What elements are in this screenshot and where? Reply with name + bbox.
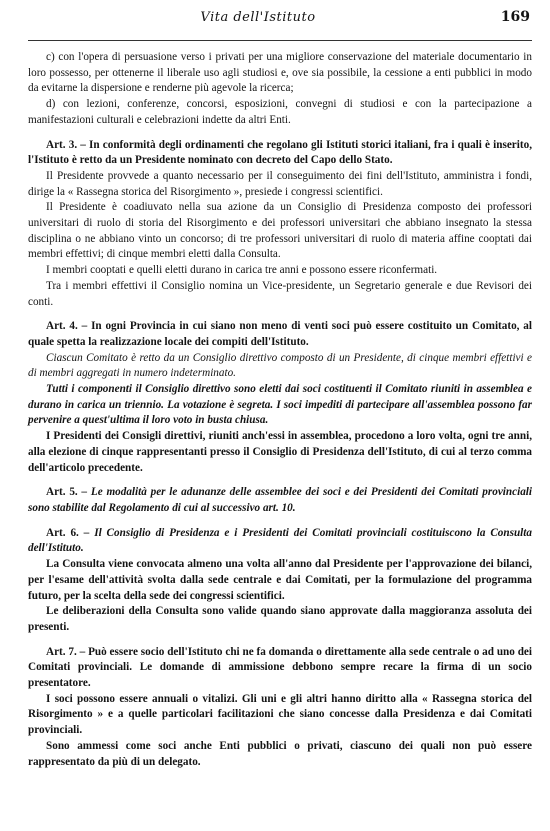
- article-7-paragraph-2: I soci possono essere annuali o vitalizi. Gli uni e gli altri hanno diritto alla « Rassegna storica del Risorgimento » e a quelle particolari facilitazioni che siano concesse dalla Presidenza e dai Comitati provinciali.: [28, 692, 532, 737]
- article-3-text: – In conformità degli ordinamenti che regolano gli Istituti storici italiani, fra i quali è inserito, l'Istituto è retto da un Presidente nominato con decreto del Capo dello Stato.: [28, 138, 532, 167]
- paragraph-d: d) con lezioni, conferenze, concorsi, esposizioni, convegni di studiosi e con la partecipazione a manifestazioni culturali e celebrazioni indette da altri Enti.: [28, 98, 532, 126]
- article-3: [28, 138, 532, 311]
- article-4-paragraph-2: Ciascun Comitato è retto da un Consiglio direttivo composto di un Presidente, di cinque membri effettivi e di membri aggregati in numero indeterminato.: [28, 351, 532, 380]
- article-6: [28, 526, 532, 636]
- article-3-paragraph-5: Tra i membri effettivi il Consiglio nomina un Vice-presidente, un Segretario generale e due Revisori dei conti.: [28, 279, 532, 308]
- article-4-paragraph-3: Tutti i componenti il Consiglio direttivo sono eletti dai soci costituenti il Comitato riuniti in assemblea e durano in carica un triennio. La votazione è segreta. I soci impediti di partecipare all'assemblea possono far pervenire a quest'ultima il loro voto in busta chiusa.: [28, 383, 532, 427]
- article-3-paragraph-2: Il Presidente provvede a quanto necessario per il conseguimento dei fini dell'Istituto, amministra i fondi, dirige la « Rassegna storica del Risorgimento », presiede i congressi scientifici.: [28, 169, 532, 198]
- article-7-label: Art. 7.: [46, 645, 77, 658]
- article-7: [28, 645, 532, 771]
- header-rule: [28, 40, 532, 41]
- article-3-paragraph-4: I membri cooptati e quelli eletti durano in carica tre anni e possono essere riconfermati.: [46, 264, 438, 277]
- article-7-text: – Può essere socio dell'Istituto chi ne fa domanda o direttamente alla sede centrale o ad uno dei Comitati provinciali. Le domande di ammissione debbono sempre recare la firma di un socio presentatore.: [28, 645, 532, 690]
- article-5: [28, 485, 532, 516]
- article-6-label: Art. 6.: [46, 526, 79, 539]
- page-header: [28, 10, 532, 32]
- article-5-label: Art. 5.: [46, 486, 78, 499]
- article-7-paragraph-3: Sono ammessi come soci anche Enti pubblici o privati, ciascuno dei quali non può essere rappresentato da più di un delegato.: [28, 739, 532, 768]
- article-6-paragraph-2: Le deliberazioni della Consulta sono valide quando siano approvate dalla maggioranza assoluta dei presenti.: [28, 605, 532, 633]
- article-5-text: – Le modalità per le adunanze delle assemblee dei soci e dei Presidenti dei Comitati provinciali sono stabilite dal Regolamento di cui al successivo art. 10.: [28, 486, 533, 514]
- document-page: [28, 0, 532, 831]
- article-4-text: – In ogni Provincia in cui siano non meno di venti soci può essere costituito un Comitato, al quale spetta la realizzazione locale dei compiti dell'Istituto.: [28, 320, 533, 348]
- article-6-title: – Il Consiglio di Presidenza e i Presidenti dei Comitati provinciali costituiscono la Consulta dell'Istituto.: [28, 526, 532, 555]
- article-4-label: Art. 4.: [46, 320, 78, 333]
- running-title: Vita dell'Istituto: [200, 10, 316, 25]
- article-6-paragraph-1: La Consulta viene convocata almeno una volta all'anno dal Presidente per l'approvazione dei bilanci, per l'esame dell'attività svolta dalla sede centrale e dai Comitati, per la formulazione del programma futuro, per la scelta della sede dei congressi scientifici.: [28, 558, 532, 602]
- document-body: [28, 50, 532, 770]
- article-3-paragraph-3: Il Presidente è coadiuvato nella sua azione da un Consiglio di Presidenza composto dei professori universitari di ruolo di storia del Risorgimento e dei professori universitari che abbiano insegnato la stessa disciplina o ne abbiano vinto un concorso; di tre professori universitari di ruolo di materia affine cooptati dai membri effettivi; di cinque membri eletti dalla Consulta.: [28, 201, 532, 261]
- article-3-label: Art. 3.: [46, 138, 78, 151]
- page-number: 169: [500, 9, 530, 25]
- article-4: [28, 319, 532, 476]
- article-4-paragraph-4: I Presidenti dei Consigli direttivi, riuniti anch'essi in assemblea, procedono a loro volta, ogni tre anni, alla elezione di cinque rappresentanti presso il Consiglio di Presidenza dell'Istituto, di cui al terzo comma dell'articolo precedente.: [28, 430, 532, 474]
- paragraph-c: c) con l'opera di persuasione verso i privati per una migliore conservazione del materiale documentario in loro possesso, per ottenerne il liberale uso agli studiosi e, ove sia possibile, la cessione a enti pubblici in modo da evitarne la dispersione e renderne più agevole la ricerca;: [28, 51, 532, 95]
